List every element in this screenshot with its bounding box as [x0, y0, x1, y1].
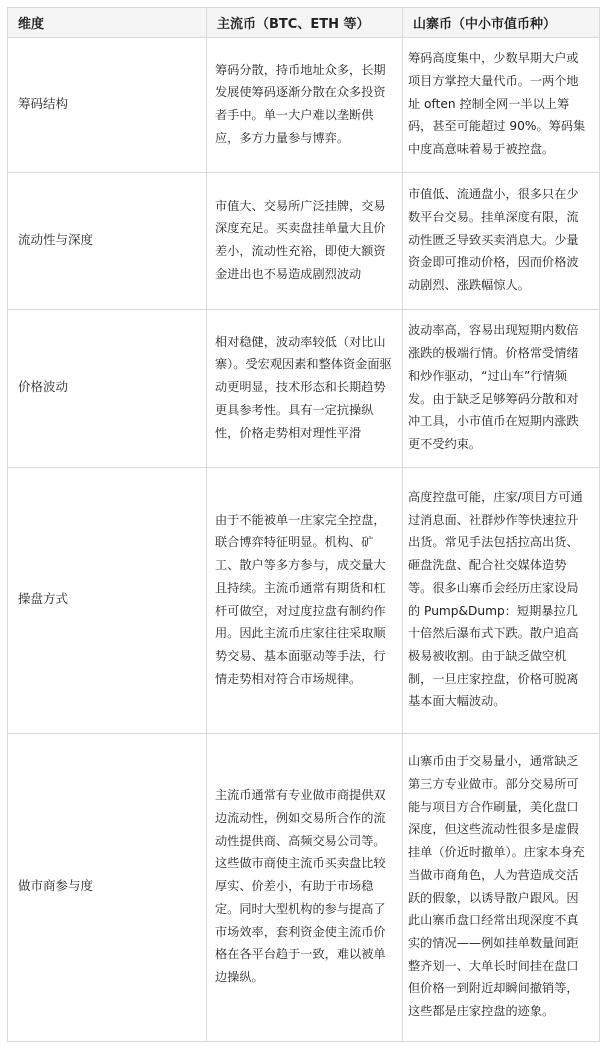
cell-altcoin: 山寨币由于交易量小，通常缺乏第三方专业做市。部分交易所可能与项目方合作刷量，美化盘口深度，但这些流动性很多是虚假挂单（价近时撤单）。庄家本身充当做市商角色，人为营造成交活跃的假象，以诱导散户跟风。因此山寨币盘口经常出现深度不真实的情况——例如挂单数量间距整齐划一、大单长时间挂在盘口但价格一到附近却瞬间撤销等，这些都是庄家控盘的迹象。: [403, 734, 600, 1042]
table-header: [8, 8, 600, 38]
cell-mainstream: 市值大、交易所广泛挂牌，交易深度充足。买卖盘挂单量大且价差小，流动性充裕，即使大额资金进出也不易造成剧烈波动: [207, 173, 403, 310]
table-row-market-maker: [8, 734, 600, 1042]
cell-altcoin: 波动率高，容易出现短期内数倍涨跌的极端行情。价格常受情绪和炒作驱动，“过山车”行情频发。由于缺乏足够筹码分散和对冲工具，小市值币在短期内涨跌更不受约束。: [403, 310, 600, 468]
header-mainstream: 主流币（BTC、ETH 等）: [207, 8, 403, 38]
cell-mainstream: 筹码分散，持币地址众多，长期发展使筹码逐渐分散在众多投资者手中。单一大户难以垄断供应，多方力量参与博弈。: [207, 38, 403, 173]
header-dimension: 维度: [8, 8, 207, 38]
table-row-price-volatility: [8, 310, 600, 468]
table-row-liquidity-depth: [8, 173, 600, 310]
cell-mainstream: 由于不能被单一庄家完全控盘，联合博弈特征明显。机构、矿工、散户等多方参与，成交量大且持续。主流币通常有期货和杠杆可做空，对过度拉盘有制约作用。因此主流币庄家往往采取顺势交易、基本面驱动等手法，行情走势相对符合市场规律。: [207, 468, 403, 734]
header-altcoin: 山寨币（中小市值币种）: [403, 8, 600, 38]
cell-dimension: 筹码结构: [8, 38, 207, 173]
cell-dimension: 价格波动: [8, 310, 207, 468]
cell-dimension: 操盘方式: [8, 468, 207, 734]
cell-mainstream: 主流币通常有专业做市商提供双边流动性，例如交易所合作的流动性提供商、高频交易公司等。这些做市商使主流币买卖盘比较厚实、价差小，有助于市场稳定。同时大型机构的参与提高了市场效率，套利资金使主流币价格在各平台趋于一致，难以被单边操纵。: [207, 734, 403, 1042]
cell-altcoin: 筹码高度集中，少数早期大户或项目方掌控大量代币。一两个地址 often 控制全网一半以上筹码，甚至可能超过 90%。筹码集中度高意味着易于被控盘。: [403, 38, 600, 173]
comparison-table: [7, 7, 600, 1042]
cell-mainstream: 相对稳健，波动率较低（对比山寨）。受宏观因素和整体资金面驱动更明显，技术形态和长期趋势更具参考性。具有一定抗操纵性，价格走势相对理性平滑: [207, 310, 403, 468]
cell-dimension: 做市商参与度: [8, 734, 207, 1042]
table-row-chip-structure: [8, 38, 600, 173]
cell-altcoin: 高度控盘可能，庄家/项目方可通过消息面、社群炒作等快速拉升出货。常见手法包括拉高出货、砸盘洗盘、配合社交媒体造势等。很多山寨币会经历庄家设局的 Pump&Dump：短期暴拉几十倍然后瀑布式下跌。散户追高极易被收割。由于缺乏做空机制，一旦庄家控盘，价格可脱离基本面大幅波动。: [403, 468, 600, 734]
cell-altcoin: 市值低、流通盘小，很多只在少数平台交易。挂单深度有限，流动性匮乏导致买卖消息大。少量资金即可推动价格，因而价格波动剧烈、涨跌幅惊人。: [403, 173, 600, 310]
comparison-table-container: [7, 7, 599, 1042]
header-row: [8, 8, 600, 38]
cell-dimension: 流动性与深度: [8, 173, 207, 310]
table-body: [8, 38, 600, 1042]
table-row-manipulation-method: [8, 468, 600, 734]
